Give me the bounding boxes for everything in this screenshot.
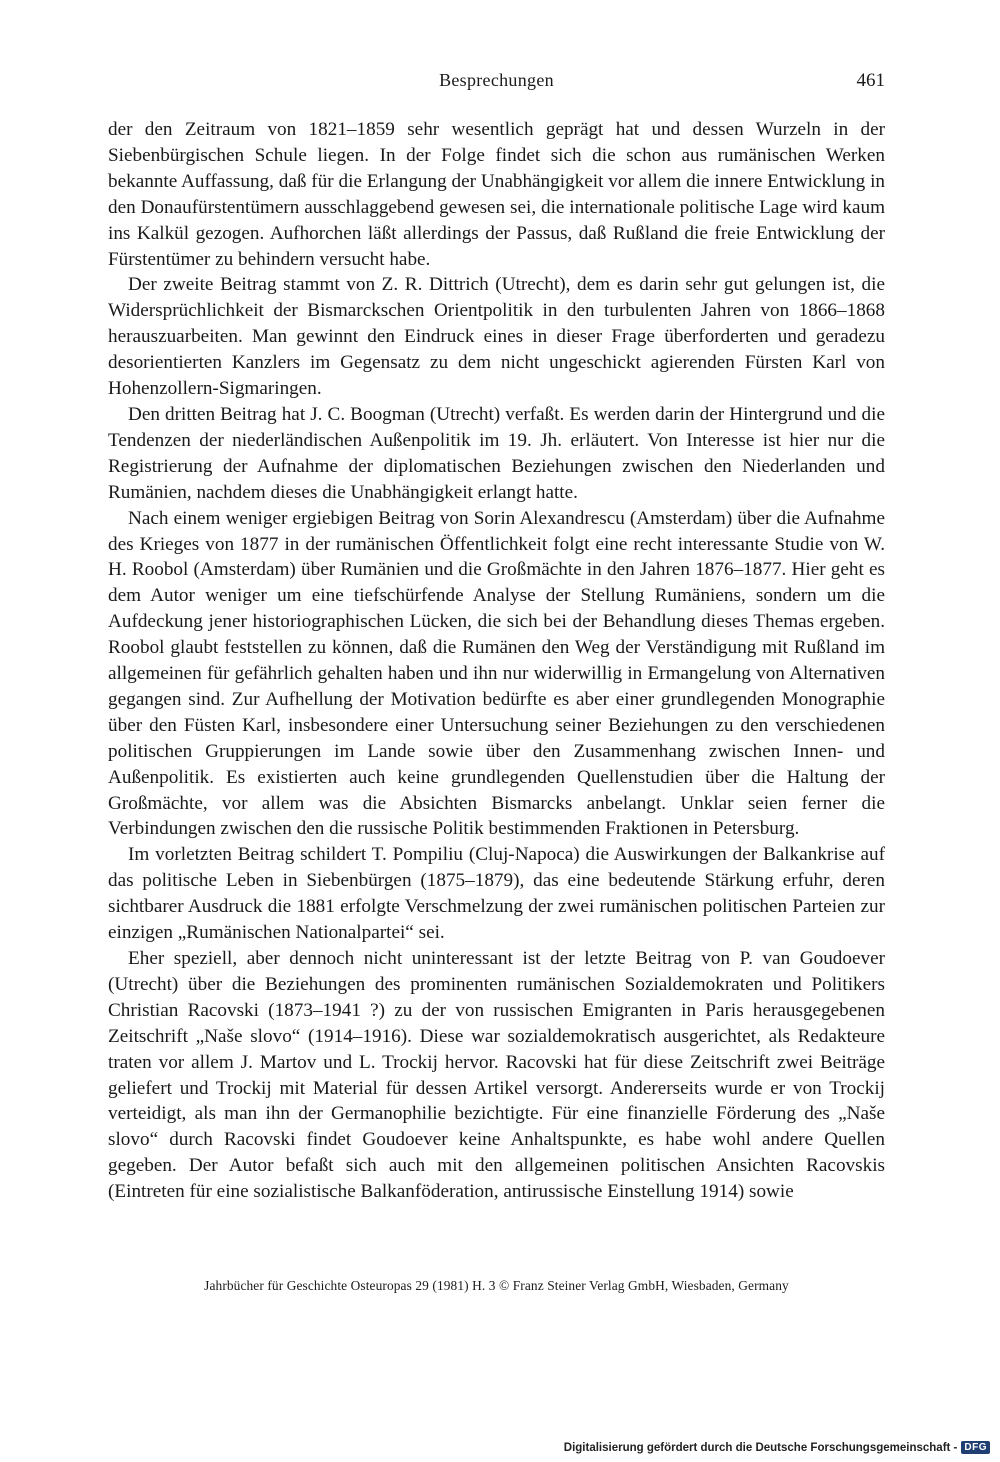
- paragraph-dittrich: Der zweite Beitrag stammt von Z. R. Dittrich (Utrecht), dem es darin sehr gut gelungen ist, die Widersprüchlichkeit der Bismarckschen Orientpolitik in den turbulenten Jahren von 1866–1868 herauszuarbeiten. Man gewinnt den Eindruck eines in dieser Frage überforderten und geradezu desorientierten Kanzlers im Gegensatz zu dem nicht ungeschickt agierenden Fürsten Karl von Hohenzollern-Sigmaringen.: [108, 274, 885, 400]
- page-number: 461: [856, 70, 885, 91]
- running-head: [108, 70, 885, 98]
- paragraph-continuation: der den Zeitraum von 1821–1859 sehr wesentlich geprägt hat und dessen Wurzeln in der Siebenbürgischen Schule liegen. In der Folge findet sich die schon aus rumänischen Werken bekannte Auffassung, daß für die Erlangung der Unabhängigkeit vor allem die innere Entwicklung in den Donaufürstentümern ausschlaggebend gewesen sei, die internationale politische Lage wird kaum ins Kalkül gezogen. Aufhorchen läßt allerdings der Passus, daß Rußland die freie Entwicklung der Fürstentümer zu behindern versucht habe.: [108, 119, 885, 270]
- paragraph-goudoever: Eher speziell, aber dennoch nicht uninteressant ist der letzte Beitrag von P. van Goudoever (Utrecht) über die Beziehungen des prominenten rumänischen Sozialdemokraten und Politikers Christian Racovski (1873–1941 ?) zu der von russischen Emigranten in Paris herausgegebenen Zeitschrift „Naše slovo“ (1914–1916). Diese war sozialdemokratisch ausgerichtet, als Redakteure traten vor allem J. Martov und L. Trockij hervor. Racovski hat für diese Zeitschrift zwei Beiträge geliefert und Trockij mit Material für dessen Artikel versorgt. Andererseits wurde er von Trockij verteidigt, als man ihn der Germanophilie bezichtigte. Für eine finanzielle Förderung des „Naše slovo“ durch Racovski findet Goudoever keine Anhaltspunkte, es habe wohl andere Quellen gegeben. Der Autor befaßt sich auch mit den allgemeinen politischen Ansichten Racovskis (Eintreten für eine sozialistische Balkanföderation, antirussische Einstellung 1914) sowie: [108, 948, 885, 1203]
- digitization-note-text: Digitalisierung gefördert durch die Deutsche Forschungsgemeinschaft -: [563, 1441, 958, 1454]
- paragraph-roobol: Nach einem weniger ergiebigen Beitrag von Sorin Alexandrescu (Amsterdam) über die Aufnahme des Krieges von 1877 in der rumänischen Öffentlichkeit folgt eine recht interessante Studie von W. H. Roobol (Amsterdam) über Rumänien und die Großmächte in den Jahren 1876–1877. Hier geht es dem Autor weniger um eine tiefschürfende Analyse der Stellung Rumäniens, sondern um die Aufdeckung jener historiographischen Lücken, die sich bei der Behandlung dieses Themas ergeben. Roobol glaubt feststellen zu können, daß die Rumänen den Weg der Verständigung mit Rußland im allgemeinen für gefährlich gehalten haben und ihn nur widerwillig in Ermangelung von Alternativen gegangen sind. Zur Aufhellung der Motivation bedürfte es aber einer grundlegenden Monographie über den Füsten Karl, insbesondere einer Untersuchung seiner Beziehungen zu den verschiedenen politischen Gruppierungen im Lande sowie über den Zusammenhang zwischen Innen- und Außenpolitik. Es existierten auch keine grundlegenden Quellenstudien über die Haltung der Großmächte, vor allem was die Absichten Bismarcks anbelangt. Unklar seien ferner die Verbindungen zwischen den die russische Politik bestimmenden Fraktionen in Petersburg.: [108, 507, 885, 840]
- running-title: Besprechungen: [439, 70, 554, 90]
- paragraph-boogman: Den dritten Beitrag hat J. C. Boogman (Utrecht) verfaßt. Es werden darin der Hintergrund und die Tendenzen der niederländischen Außenpolitik im 19. Jh. erläutert. Von Interesse ist hier nur die Registrierung der Aufnahme der diplomatischen Beziehungen zwischen den Niederlanden und Rumänien, nachdem dieses die Unabhängigkeit erlangt hatte.: [108, 403, 885, 503]
- dfg-logo-icon: DFG: [961, 1441, 990, 1454]
- journal-citation-footer: Jahrbücher für Geschichte Osteuropas 29 (1981) H. 3 © Franz Steiner Verlag GmbH, Wiesbaden, Germany: [204, 1278, 789, 1293]
- paragraph-pompiliu: Im vorletzten Beitrag schildert T. Pompiliu (Cluj-Napoca) die Auswirkungen der Balkankrise auf das politische Leben in Siebenbürgen (1875–1879), das eine bedeutende Stärkung erfuhr, deren sichtbarer Ausdruck die 1881 erfolgte Verschmelzung der zwei rumänischen politischen Parteien zur einzigen „Rumänischen Nationalpartei“ sei.: [108, 844, 885, 944]
- article-body: [108, 117, 885, 1205]
- digitization-note: [564, 1441, 990, 1454]
